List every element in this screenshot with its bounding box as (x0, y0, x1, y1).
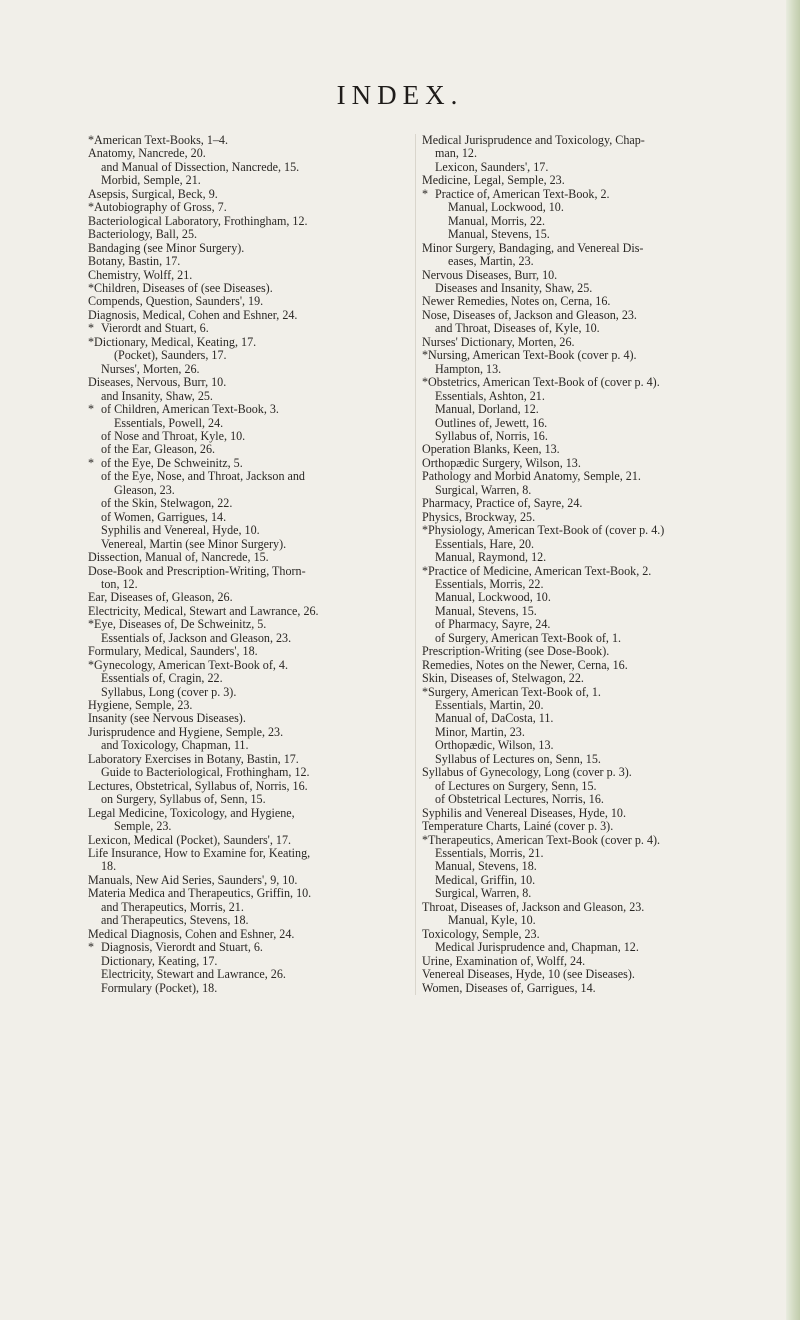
index-entry-text: Hygiene, Semple, 23. (88, 698, 193, 713)
index-entry (88, 753, 403, 766)
index-entry (422, 941, 739, 954)
index-entry (422, 336, 739, 349)
index-entry (88, 780, 403, 793)
index-entry (422, 739, 739, 752)
index-entry-text: Skin, Diseases of, Stelwagon, 22. (422, 671, 584, 686)
index-entry (88, 215, 403, 228)
index-entry-text: and Throat, Diseases of, Kyle, 10. (435, 321, 600, 336)
index-entry (422, 497, 739, 510)
index-entry-text: and Insanity, Shaw, 25. (101, 388, 213, 403)
index-entry (88, 793, 403, 806)
index-entry-text: Remedies, Notes on the Newer, Cerna, 16. (422, 657, 628, 672)
index-entry (88, 618, 403, 631)
index-entry-text: Morbid, Semple, 21. (101, 173, 201, 188)
index-entry (422, 161, 739, 174)
index-entry (88, 443, 403, 456)
index-entry (88, 551, 403, 564)
index-entry (88, 887, 403, 900)
index-entry-text: (Pocket), Saunders, 17. (114, 348, 227, 363)
index-entry-text: Nurses', Morten, 26. (101, 361, 200, 376)
index-entry-text: Hampton, 13. (435, 361, 502, 376)
index-entry (422, 712, 739, 725)
index-entry (422, 376, 739, 389)
index-entry (422, 255, 739, 268)
index-entry-text: *Physiology, American Text-Book of (cover p. 4.) (422, 523, 665, 538)
index-entry-text: Minor Surgery, Bandaging, and Venereal Dis- (422, 240, 644, 255)
index-entry (422, 538, 739, 551)
index-entry (88, 134, 403, 147)
index-entry (422, 834, 739, 847)
index-entry (88, 982, 403, 995)
index-entry (88, 968, 403, 981)
index-entry (422, 228, 739, 241)
index-entry (422, 591, 739, 604)
index-entry-text: and Therapeutics, Stevens, 18. (101, 913, 249, 928)
index-entry-text: Medical Diagnosis, Cohen and Eshner, 24. (88, 926, 295, 941)
index-entry (88, 807, 403, 820)
index-entry-text: Manual, Stevens, 15. (435, 603, 537, 618)
index-entry-text: Manual, Stevens, 15. (448, 227, 550, 242)
index-entry (422, 672, 739, 685)
index-entry (422, 659, 739, 672)
index-entry (422, 699, 739, 712)
index-entry-text: of Surgery, American Text-Book of, 1. (435, 630, 622, 645)
index-entry (422, 390, 739, 403)
index-entry (88, 255, 403, 268)
index-entry (422, 147, 739, 160)
index-entry-text: Essentials, Morris, 22. (435, 576, 544, 591)
index-entry (88, 605, 403, 618)
index-entry-text: Chemistry, Wolff, 21. (88, 267, 193, 282)
index-entry (422, 565, 739, 578)
index-entry (88, 417, 403, 430)
index-entry-text: Bandaging (see Minor Surgery). (88, 240, 245, 255)
index-entry-text: *Children, Diseases of (see Diseases). (88, 280, 273, 295)
index-entry-text: Prescription-Writing (see Dose-Book). (422, 644, 610, 659)
index-entry (422, 874, 739, 887)
index-entry-text: Manual, Morris, 22. (448, 213, 546, 228)
index-entry (88, 497, 403, 510)
index-entry (88, 941, 403, 954)
asterisk-marker: * (88, 455, 95, 470)
index-column-left (88, 134, 403, 995)
index-entry (422, 645, 739, 658)
index-entry (88, 834, 403, 847)
index-entry (88, 712, 403, 725)
index-entry-text: Outlines of, Jewett, 16. (435, 415, 548, 430)
index-entry-text: Anatomy, Nancrede, 20. (88, 146, 206, 161)
index-entry (88, 578, 403, 591)
index-entry (88, 955, 403, 968)
index-entry-text: Bacteriological Laboratory, Frothingham, 12. (88, 213, 308, 228)
index-entry-text: Syllabus, Long (cover p. 3). (101, 684, 237, 699)
index-entry (88, 201, 403, 214)
index-entry (88, 228, 403, 241)
index-entry (422, 793, 739, 806)
index-entry (88, 766, 403, 779)
index-entry (88, 511, 403, 524)
index-entry-text: Nose, Diseases of, Jackson and Gleason, 23. (422, 307, 637, 322)
index-entry-text: *Dictionary, Medical, Keating, 17. (88, 334, 257, 349)
index-entry-text: *Practice of Medicine, American Text-Book, 2. (422, 563, 652, 578)
index-entry-text: Pathology and Morbid Anatomy, Semple, 21. (422, 469, 641, 484)
index-entry-text: Nervous Diseases, Burr, 10. (422, 267, 558, 282)
index-entry-text: Essentials, Powell, 24. (114, 415, 224, 430)
index-entry-text: Diagnosis, Vierordt and Stuart, 6. (101, 940, 263, 955)
index-entry (88, 269, 403, 282)
index-entry-text: Asepsis, Surgical, Beck, 9. (88, 186, 218, 201)
index-entry-text: Manuals, New Aid Series, Saunders', 9, 10. (88, 872, 298, 887)
index-entry (88, 322, 403, 335)
index-entry-text: Syllabus of, Norris, 16. (435, 428, 548, 443)
index-entry (88, 309, 403, 322)
index-entry (422, 982, 739, 995)
index-entry-text: *Eye, Diseases of, De Schweinitz, 5. (88, 617, 267, 632)
index-entry-text: Manual, Lockwood, 10. (435, 590, 551, 605)
index-entry-text: Syllabus of Lectures on, Senn, 15. (435, 751, 601, 766)
index-entry (422, 753, 739, 766)
index-entry-text: Throat, Diseases of, Jackson and Gleason, 23. (422, 899, 645, 914)
index-entry-text: *Therapeutics, American Text-Book (cover p. 4). (422, 832, 661, 847)
index-entry (422, 188, 739, 201)
index-entry-text: Surgical, Warren, 8. (435, 886, 532, 901)
index-entry (88, 847, 403, 860)
index-entry-text: of Pharmacy, Sayre, 24. (435, 617, 551, 632)
index-entry (422, 551, 739, 564)
index-entry (88, 820, 403, 833)
index-entry (422, 914, 739, 927)
index-entry-text: Electricity, Stewart and Lawrance, 26. (101, 967, 286, 982)
index-entry (422, 860, 739, 873)
index-entry (422, 282, 739, 295)
index-entry-text: Electricity, Medical, Stewart and Lawrance, 26. (88, 603, 319, 618)
index-entry (88, 430, 403, 443)
index-entry-text: Dissection, Manual of, Nancrede, 15. (88, 550, 269, 565)
index-entry (88, 591, 403, 604)
page-edge (786, 0, 800, 1320)
index-entry-text: Essentials, Martin, 20. (435, 698, 544, 713)
index-entry-text: *American Text-Books, 1–4. (88, 133, 228, 147)
index-entry-text: Manual of, DaCosta, 11. (435, 711, 554, 726)
index-column-right (415, 134, 739, 995)
index-entry-text: 18. (101, 859, 117, 874)
index-entry (88, 336, 403, 349)
index-entry (422, 511, 739, 524)
index-entry (422, 955, 739, 968)
index-entry-text: Essentials of, Jackson and Gleason, 23. (101, 630, 292, 645)
index-entry-text: Materia Medica and Therapeutics, Griffin, 10. (88, 886, 312, 901)
index-entry-text: Vierordt and Stuart, 6. (101, 321, 209, 336)
index-entry-text: Women, Diseases of, Garrigues, 14. (422, 980, 596, 995)
index-entry (88, 874, 403, 887)
index-entry-text: Syllabus of Gynecology, Long (cover p. 3). (422, 765, 632, 780)
index-entry (88, 484, 403, 497)
index-entry-text: Orthopædic, Wilson, 13. (435, 738, 554, 753)
index-entry-text: of the Skin, Stelwagon, 22. (101, 496, 233, 511)
index-entry-text: Temperature Charts, Lainé (cover p. 3). (422, 819, 614, 834)
index-entry (422, 134, 739, 147)
index-entry-text: Lectures, Obstetrical, Syllabus of, Norris, 16. (88, 778, 308, 793)
index-entry (88, 686, 403, 699)
index-entry (88, 699, 403, 712)
index-entry (88, 363, 403, 376)
index-entry-text: Lexicon, Saunders', 17. (435, 159, 549, 174)
index-entry (422, 269, 739, 282)
index-entry-text: Orthopædic Surgery, Wilson, 13. (422, 455, 581, 470)
asterisk-marker: * (88, 940, 95, 955)
index-entry (422, 686, 739, 699)
index-entry (88, 390, 403, 403)
index-entry (422, 242, 739, 255)
index-entry-text: Botany, Bastin, 17. (88, 254, 181, 269)
index-entry (88, 376, 403, 389)
index-entry-text: Minor, Martin, 23. (435, 724, 525, 739)
index-entry-text: Medical Jurisprudence and, Chapman, 12. (435, 940, 639, 955)
index-entry-text: Medicine, Legal, Semple, 23. (422, 173, 565, 188)
index-entry-text: Guide to Bacteriological, Frothingham, 12. (101, 765, 310, 780)
index-entry (422, 215, 739, 228)
index-entry-text: Medical Jurisprudence and Toxicology, Chap- (422, 133, 645, 147)
index-entry-text: Manual, Lockwood, 10. (448, 200, 564, 215)
index-entry-text: Manual, Dorland, 12. (435, 402, 539, 417)
index-entry-text: Diseases and Insanity, Shaw, 25. (435, 280, 593, 295)
index-entry (422, 363, 739, 376)
index-entry-text: Ear, Diseases of, Gleason, 26. (88, 590, 233, 605)
index-entry-text: Syphilis and Venereal, Hyde, 10. (101, 523, 260, 538)
index-entry (88, 457, 403, 470)
asterisk-marker: * (88, 321, 95, 336)
index-entry (422, 605, 739, 618)
index-entry-text: Urine, Examination of, Wolff, 24. (422, 953, 586, 968)
index-entry-text: man, 12. (435, 146, 477, 161)
index-entry-text: Manual, Stevens, 18. (435, 859, 537, 874)
index-entry-text: Compends, Question, Saunders', 19. (88, 294, 264, 309)
index-entry (88, 632, 403, 645)
index-entry-text: Dose-Book and Prescription-Writing, Thorn- (88, 563, 306, 578)
index-entry (88, 147, 403, 160)
index-entry (422, 417, 739, 430)
index-entry (88, 161, 403, 174)
index-entry-text: Dictionary, Keating, 17. (101, 953, 218, 968)
index-entry-text: Physics, Brockway, 25. (422, 509, 536, 524)
index-entry (422, 484, 739, 497)
index-entry (422, 807, 739, 820)
index-entry (422, 349, 739, 362)
index-entry-text: Venereal Diseases, Hyde, 10 (see Diseases). (422, 967, 635, 982)
index-entry-text: Operation Blanks, Keen, 13. (422, 442, 560, 457)
index-entry (422, 322, 739, 335)
index-entry-text: Venereal, Martin (see Minor Surgery). (101, 536, 287, 551)
index-entry-text: of the Ear, Gleason, 26. (101, 442, 216, 457)
index-entry (88, 860, 403, 873)
index-entry (422, 780, 739, 793)
index-entry (422, 968, 739, 981)
index-entry-text: *Obstetrics, American Text-Book of (cover p. 4). (422, 375, 660, 390)
index-entry-text: Formulary (Pocket), 18. (101, 980, 218, 995)
index-entry (88, 295, 403, 308)
index-entry-text: eases, Martin, 23. (448, 254, 534, 269)
index-entry (422, 457, 739, 470)
index-entry (422, 201, 739, 214)
index-entry (88, 349, 403, 362)
index-entry-text: Pharmacy, Practice of, Sayre, 24. (422, 496, 583, 511)
index-entry-text: *Autobiography of Gross, 7. (88, 200, 227, 215)
index-entry-text: Newer Remedies, Notes on, Cerna, 16. (422, 294, 611, 309)
index-entry-text: Manual, Raymond, 12. (435, 550, 547, 565)
index-entry-text: of Lectures on Surgery, Senn, 15. (435, 778, 597, 793)
index-entry (88, 470, 403, 483)
index-entry (88, 901, 403, 914)
index-entry (422, 618, 739, 631)
index-entry (422, 928, 739, 941)
index-entry-text: of the Eye, Nose, and Throat, Jackson and (101, 469, 305, 484)
index-entry (422, 632, 739, 645)
index-entry (422, 820, 739, 833)
index-entry-text: and Toxicology, Chapman, 11. (101, 738, 249, 753)
index-entry-text: Formulary, Medical, Saunders', 18. (88, 644, 258, 659)
index-entry-text: Life Insurance, How to Examine for, Keating, (88, 846, 311, 861)
index-entry (88, 645, 403, 658)
index-entry-text: Essentials, Morris, 21. (435, 846, 544, 861)
index-entry (422, 309, 739, 322)
index-entry (422, 524, 739, 537)
page-title: INDEX. (336, 80, 464, 110)
index-entry-text: Syphilis and Venereal Diseases, Hyde, 10. (422, 805, 626, 820)
index-entry-text: Insanity (see Nervous Diseases). (88, 711, 246, 726)
index-entry (422, 470, 739, 483)
asterisk-marker: * (422, 186, 429, 201)
index-entry (422, 295, 739, 308)
index-entry-text: Medical, Griffin, 10. (435, 872, 536, 887)
index-entry (88, 565, 403, 578)
index-entry-text: Semple, 23. (114, 819, 172, 834)
index-entry-text: Diseases, Nervous, Burr, 10. (88, 375, 227, 390)
index-entry-text: on Surgery, Syllabus of, Senn, 15. (101, 792, 266, 807)
index-entry-text: Jurisprudence and Hygiene, Semple, 23. (88, 724, 284, 739)
index-entry-text: Toxicology, Semple, 23. (422, 926, 540, 941)
index-entry-text: Essentials, Hare, 20. (435, 536, 535, 551)
index-entry (88, 282, 403, 295)
index-entry (88, 174, 403, 187)
index-entry (422, 847, 739, 860)
index-entry-text: *Surgery, American Text-Book of, 1. (422, 684, 601, 699)
index-entry (422, 578, 739, 591)
index-entry (422, 887, 739, 900)
index-entry-text: of Obstetrical Lectures, Norris, 16. (435, 792, 604, 807)
index-entry (88, 188, 403, 201)
index-entry-text: Surgical, Warren, 8. (435, 482, 532, 497)
index-entry-text: Diagnosis, Medical, Cohen and Eshner, 24. (88, 307, 298, 322)
index-entry-text: ton, 12. (101, 576, 138, 591)
index-entry-text: Practice of, American Text-Book, 2. (435, 186, 610, 201)
index-entry-text: Lexicon, Medical (Pocket), Saunders', 17. (88, 832, 292, 847)
index-entry-text: of the Eye, De Schweinitz, 5. (101, 455, 243, 470)
index-entry-text: of Children, American Text-Book, 3. (101, 402, 279, 417)
index-entry-text: Legal Medicine, Toxicology, and Hygiene, (88, 805, 295, 820)
index-entry (422, 766, 739, 779)
index-entry-text: of Women, Garrigues, 14. (101, 509, 227, 524)
index-entry-text: Laboratory Exercises in Botany, Bastin, 17. (88, 751, 299, 766)
index-entry-text: Bacteriology, Ball, 25. (88, 227, 198, 242)
index-entry-text: Gleason, 23. (114, 482, 175, 497)
index-entry (422, 430, 739, 443)
index-entry (422, 403, 739, 416)
index-entry-text: and Therapeutics, Morris, 21. (101, 899, 244, 914)
index-entry (422, 443, 739, 456)
asterisk-marker: * (88, 402, 95, 417)
index-entry (88, 538, 403, 551)
index-entry-text: of Nose and Throat, Kyle, 10. (101, 428, 246, 443)
index-entry (88, 726, 403, 739)
index-entry (422, 901, 739, 914)
index-entry (88, 914, 403, 927)
index-entry (88, 672, 403, 685)
index-entry (88, 739, 403, 752)
index-entry-text: Manual, Kyle, 10. (448, 913, 536, 928)
index-entry (88, 659, 403, 672)
index-entry-text: *Nursing, American Text-Book (cover p. 4). (422, 348, 637, 363)
index-entry (88, 524, 403, 537)
index-entry-text: *Gynecology, American Text-Book of, 4. (88, 657, 289, 672)
index-entry (88, 242, 403, 255)
index-entry (88, 928, 403, 941)
index-entry (422, 174, 739, 187)
index-entry-text: Nurses' Dictionary, Morten, 26. (422, 334, 575, 349)
index-entry (422, 726, 739, 739)
index-entry-text: and Manual of Dissection, Nancrede, 15. (101, 159, 300, 174)
index-entry (88, 403, 403, 416)
index-entry-text: Essentials of, Cragin, 22. (101, 671, 223, 686)
index-entry-text: Essentials, Ashton, 21. (435, 388, 545, 403)
